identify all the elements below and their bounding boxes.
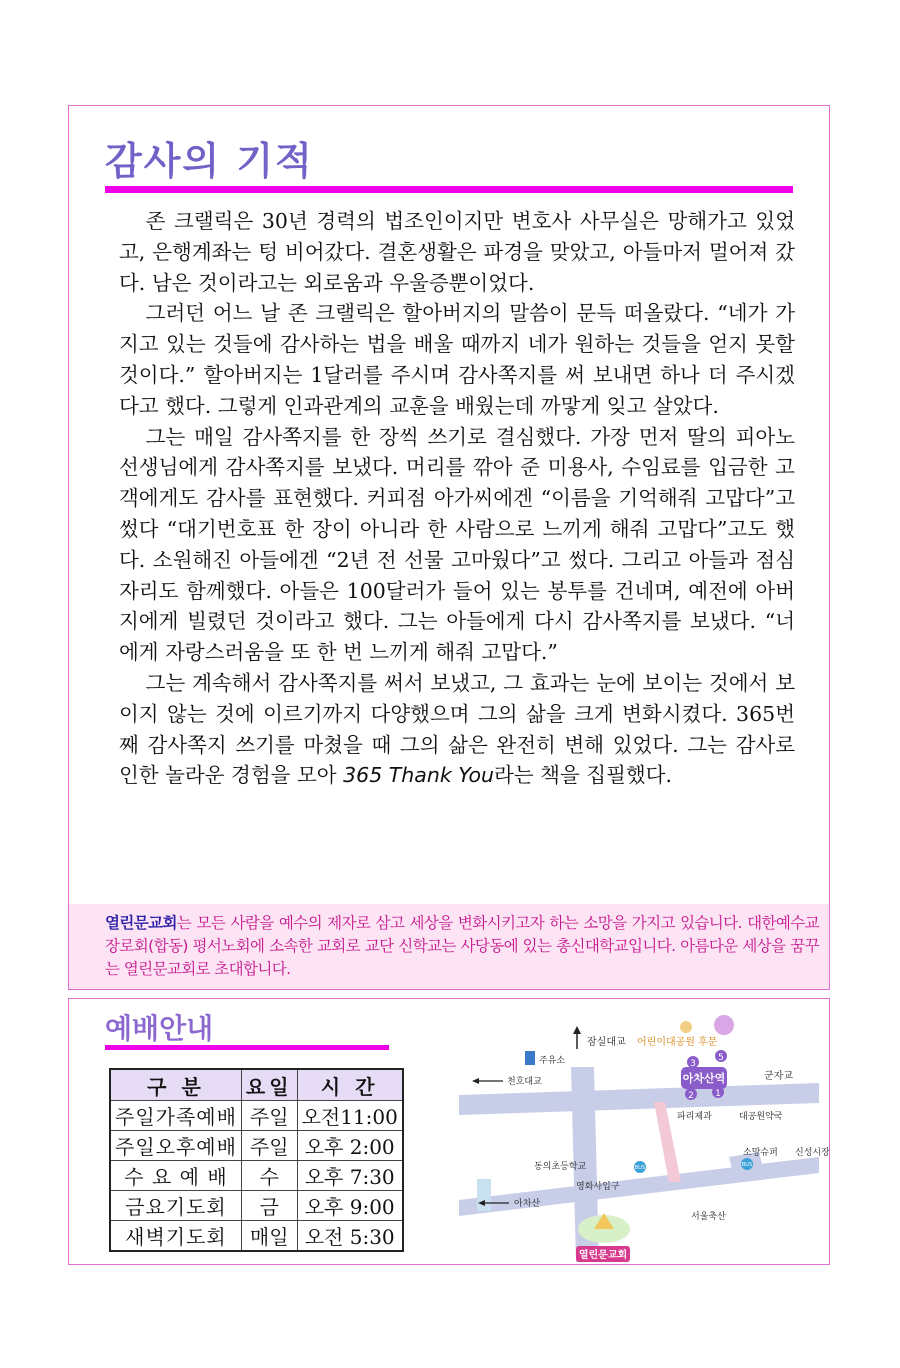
service-name: 주일가족예배 xyxy=(110,1101,241,1131)
service-name: 새벽기도회 xyxy=(110,1221,241,1252)
tree-icon xyxy=(680,1021,692,1033)
service-day: 금 xyxy=(241,1191,297,1221)
label-cinema: 영화사입구 xyxy=(576,1182,620,1192)
gas-station-icon xyxy=(525,1051,535,1065)
location-map xyxy=(459,1007,830,1262)
table-row xyxy=(110,1191,403,1221)
header-time: 시 간 xyxy=(297,1069,403,1101)
worship-table xyxy=(109,1068,404,1252)
notice-text: 는 모든 사람을 예수의 제자로 삼고 세상을 변화시키고자 하는 소망을 가지고 있습니다. 대한예수교장로회(합동) 평서노회에 소속한 교회로 교단 신학교는 사당동에 있는 총신대학교입니다. 아름다운 세상을 꿈꾸는 열린문교회로 초대합니다. xyxy=(105,914,819,978)
label-pharmacy: 대공원약국 xyxy=(739,1112,783,1122)
service-time: 오후 7:30 xyxy=(297,1161,403,1191)
exit-number: 3 xyxy=(690,1059,696,1069)
table-header-row xyxy=(110,1069,403,1101)
worship-box xyxy=(68,998,830,1265)
service-day: 주일 xyxy=(241,1131,297,1161)
exit-number: 1 xyxy=(715,1089,721,1099)
church-notice xyxy=(69,904,829,989)
service-time: 오전11:00 xyxy=(297,1101,403,1131)
label-paris: 파리제과 xyxy=(677,1112,712,1122)
bus-label: BUS xyxy=(634,1165,646,1171)
article-paragraph: 존 크랠릭은 30년 경력의 법조인이지만 변호사 사무실은 망해가고 있었고, 은행계좌는 텅 비어갔다. 결혼생활은 파경을 맞았고, 아들마저 멀어져 갔다. 남은 것이라고는 외로움과 우울증뿐이었다. xyxy=(119,209,795,295)
worship-title-underline xyxy=(105,1045,389,1050)
table-row xyxy=(110,1161,403,1191)
label-achasan: 아차산 xyxy=(514,1199,541,1209)
table-row xyxy=(110,1131,403,1161)
exit-number: 2 xyxy=(688,1091,694,1101)
label-somang: 소망슈퍼 xyxy=(743,1148,778,1158)
label-gunja-bridge: 군자교 xyxy=(764,1071,793,1082)
service-time: 오후 2:00 xyxy=(297,1131,403,1161)
label-dongui-school: 동의초등학교 xyxy=(534,1162,587,1172)
article-box xyxy=(68,105,830,990)
title-underline xyxy=(105,186,793,193)
article-title: 감사의 기적 xyxy=(105,139,314,183)
school-building xyxy=(477,1179,491,1211)
label-church: 열린문교회 xyxy=(578,1250,628,1261)
article-paragraph-last: 그는 계속해서 감사쪽지를 써서 보냈고, 그 효과는 눈에 보이는 것에서 보이지 않는 것에 이르기까지 다양했으며 그의 삶을 크게 변화시켰다. 365번째 감사쪽지 쓰기를 마쳤을 때 그의 삶은 완전히 변해 있었다. 그는 감사로 인한 놀라운 경험을 모아 365 Thank You라는 책을 집필했다. xyxy=(119,670,795,788)
service-name: 주일오후예배 xyxy=(110,1131,241,1161)
book-title: 365 Thank You xyxy=(343,763,495,788)
header-day: 요일 xyxy=(241,1069,297,1101)
article-paragraph: 그러던 어느 날 존 크랠릭은 할아버지의 말씀이 문득 떠올랐다. “네가 가지고 있는 것들에 감사하는 법을 배울 때까지 네가 원하는 것들을 얻지 못할 것이다.” 할아버지는 1달러를 주시며 감사쪽지를 써 보내면 하나 더 주시겠다고 했다. 그렇게 인과관계의 교훈을 배웠는데 까맣게 잊고 살았다. xyxy=(119,301,795,418)
service-day: 주일 xyxy=(241,1101,297,1131)
article-body xyxy=(119,206,795,791)
park-icon xyxy=(714,1015,734,1035)
header-category: 구 분 xyxy=(110,1069,241,1101)
label-station: 아차산역 xyxy=(682,1072,726,1085)
service-day: 매일 xyxy=(241,1221,297,1252)
label-seoul-meat: 서울축산 xyxy=(691,1212,726,1222)
label-gas-station: 주유소 xyxy=(539,1056,566,1066)
label-childrens-park: 어린이대공원 후문 xyxy=(637,1037,718,1048)
worship-title: 예배안내 xyxy=(105,1012,214,1045)
exit-number: 5 xyxy=(718,1053,724,1063)
church-name: 열린문교회 xyxy=(105,914,177,932)
table-row xyxy=(110,1101,403,1131)
article-paragraph: 그는 매일 감사쪽지를 한 장씩 쓰기로 결심했다. 가장 먼저 딸의 피아노 선생님에게 감사쪽지를 보냈다. 머리를 깎아 준 미용사, 수임료를 입금한 고객에게도 감사를 표현했다. 커피점 아가씨에겐 “이름을 기억해줘 고맙다”고 썼다 “대기번호표 한 장이 아니라 한 사람으로 느끼게 해줘 고맙다”고도 했다. 소원해진 아들에겐 “2년 전 선물 고마웠다”고 썼다. 그리고 아들과 점심 자리도 함께했다. 아들은 100달러가 들어 있는 봉투를 건네며, 예전에 아버지에게 빌렸던 것이라고 했다. 그는 아들에게 다시 감사쪽지를 보냈다. “너에게 자랑스러움을 또 한 번 느끼게 해줘 고맙다.” xyxy=(119,424,795,665)
service-day: 수 xyxy=(241,1161,297,1191)
service-time: 오전 5:30 xyxy=(297,1221,403,1252)
label-jamsil-bridge: 잠실대교 xyxy=(587,1037,626,1048)
table-row xyxy=(110,1221,403,1252)
service-name: 수 요 예 배 xyxy=(110,1161,241,1191)
service-name: 금요기도회 xyxy=(110,1191,241,1221)
service-time: 오후 9:00 xyxy=(297,1191,403,1221)
label-sinseong: 신성시장 xyxy=(795,1148,830,1158)
bus-label: BUS xyxy=(741,1162,753,1168)
label-cheonho-bridge: 천호대교 xyxy=(507,1077,542,1087)
